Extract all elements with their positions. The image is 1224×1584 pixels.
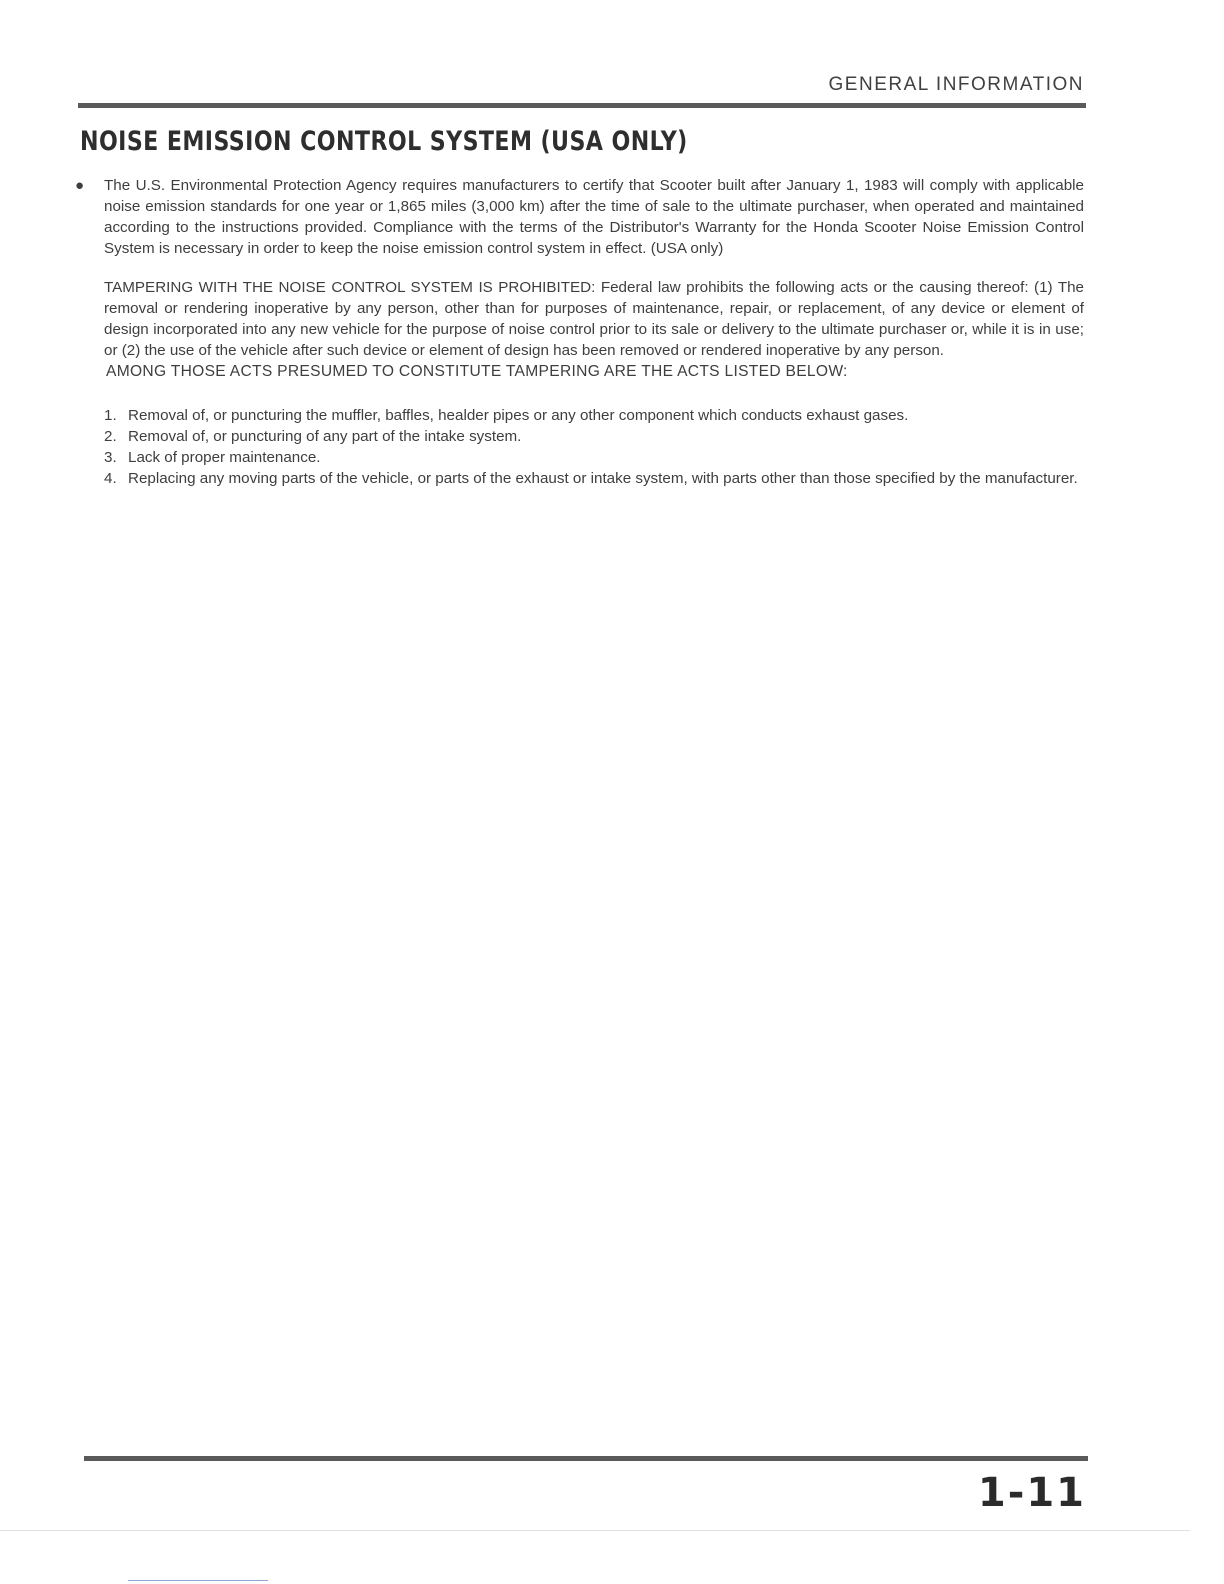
list-item [70,405,1084,426]
scan-artifact-mark [128,1580,268,1581]
list-item-number: 3. [104,449,117,466]
list-item [70,447,1084,468]
tampering-paragraph: TAMPERING WITH THE NOISE CONTROL SYSTEM IS PROHIBITED: Federal law prohibits the following acts or the causing thereof: (1) The removal or rendering inoperative by any person, other than for purposes of maintenance, repair, or replacement, of any device or element of design incorporated into any new vehicle for the purpose of noise control prior to its sale or delivery to the ultimate purchaser or, while it is in use; or (2) the use of the vehicle after such device or element of design has been removed or rendered inoperative by any person. [104,279,1084,359]
list-item-number: 4. [104,470,117,487]
scan-artifact-line [0,1530,1190,1531]
list-item-number: 2. [104,428,117,445]
acts-list [70,405,1084,489]
list-item [70,468,1084,489]
page-number: 1-11 [977,1470,1086,1516]
tampering-acts-heading: AMONG THOSE ACTS PRESUMED TO CONSTITUTE TAMPERING ARE THE ACTS LISTED BELOW: [106,363,848,380]
list-item-text: Removal of, or puncturing of any part of the intake system. [128,428,522,445]
body-content [70,175,1084,489]
header-rule [78,103,1086,108]
intro-paragraph [70,175,1084,259]
list-item-number: 1. [104,407,117,424]
section-header: GENERAL INFORMATION [828,74,1084,95]
intro-text: The U.S. Environmental Protection Agency requires manufacturers to certify that Scooter built after January 1, 1983 will comply with applicable noise emission standards for one year or 1,865 miles (3,000 km) after the time of sale to the ultimate purchaser, when operated and maintained according to the instructions provided. Compliance with the terms of the Distributor's Warranty for the Honda Scooter Noise Emission Control System is necessary in order to keep the noise emission control system in effect. (USA only) [104,177,1084,257]
list-item-text: Replacing any moving parts of the vehicle, or parts of the exhaust or intake system, with parts other than those specified by the manufacturer. [128,470,1078,487]
list-item-text: Removal of, or puncturing the muffler, baffles, healder pipes or any other component which conducts exhaust gases. [128,407,909,424]
list-item-text: Lack of proper maintenance. [128,449,321,466]
bullet-icon: ● [75,177,85,194]
list-item [70,426,1084,447]
footer-rule [84,1456,1088,1461]
page-title: NOISE EMISSION CONTROL SYSTEM (USA ONLY) [80,126,688,157]
